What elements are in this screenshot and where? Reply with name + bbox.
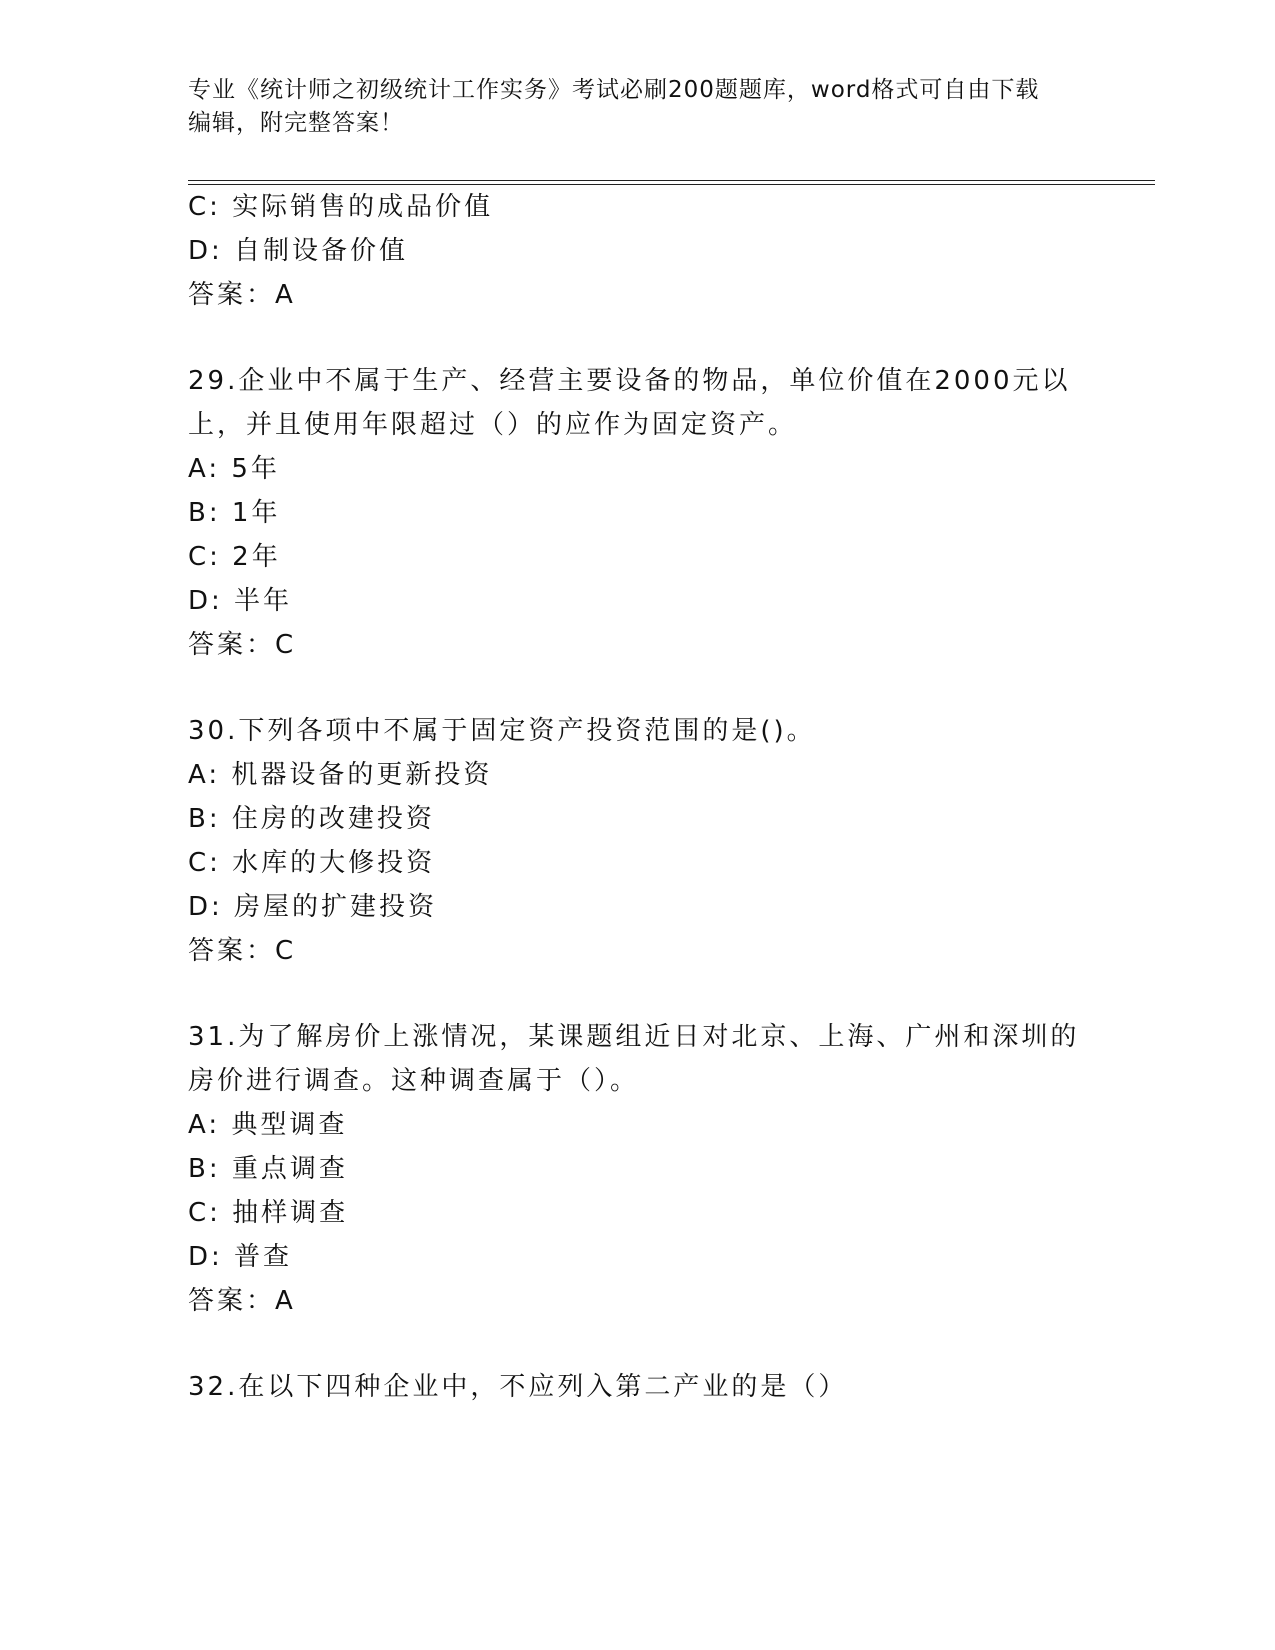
question-stem: 31.为了解房价上涨情况，某课题组近日对北京、上海、广州和深圳的: [188, 1022, 1080, 1052]
option-d: D: 房屋的扩建投资: [188, 892, 438, 922]
option-a: A: 机器设备的更新投资: [188, 760, 493, 790]
option-d: D: 半年: [188, 586, 293, 616]
option-d: D: 自制设备价值: [188, 236, 409, 266]
option-b: B: 重点调查: [188, 1154, 348, 1184]
option-b: B: 1年: [188, 498, 281, 528]
header-line-2: 编辑，附完整答案！: [188, 110, 404, 136]
answer-line: 答案：A: [188, 1286, 296, 1316]
question-stem-continued: 房价进行调查。这种调查属于（）。: [188, 1066, 640, 1096]
answer-line: 答案：C: [188, 630, 297, 660]
option-b: B: 住房的改建投资: [188, 804, 435, 834]
question-stem: 32.在以下四种企业中，不应列入第二产业的是（）: [188, 1372, 848, 1402]
option-c: C: 2年: [188, 542, 281, 572]
question-stem: 29.企业中不属于生产、经营主要设备的物品，单位价值在2000元以: [188, 366, 1071, 396]
answer-line: 答案：C: [188, 936, 297, 966]
option-a: A: 5年: [188, 454, 280, 484]
question-stem-continued: 上，并且使用年限超过（）的应作为固定资产。: [188, 410, 798, 440]
option-d: D: 普查: [188, 1242, 293, 1272]
document-header: [188, 74, 1068, 140]
answer-line: 答案：A: [188, 280, 296, 310]
header-rule-top: [188, 180, 1155, 181]
option-c: C: 实际销售的成品价值: [188, 192, 494, 222]
question-stem: 30.下列各项中不属于固定资产投资范围的是()。: [188, 716, 816, 746]
option-c: C: 水库的大修投资: [188, 848, 436, 878]
header-rule-bottom: [188, 184, 1155, 185]
header-line-1: 专业《统计师之初级统计工作实务》考试必刷200题题库，word格式可自由下载: [188, 77, 1040, 103]
option-a: A: 典型调查: [188, 1110, 348, 1140]
option-c: C: 抽样调查: [188, 1198, 349, 1228]
